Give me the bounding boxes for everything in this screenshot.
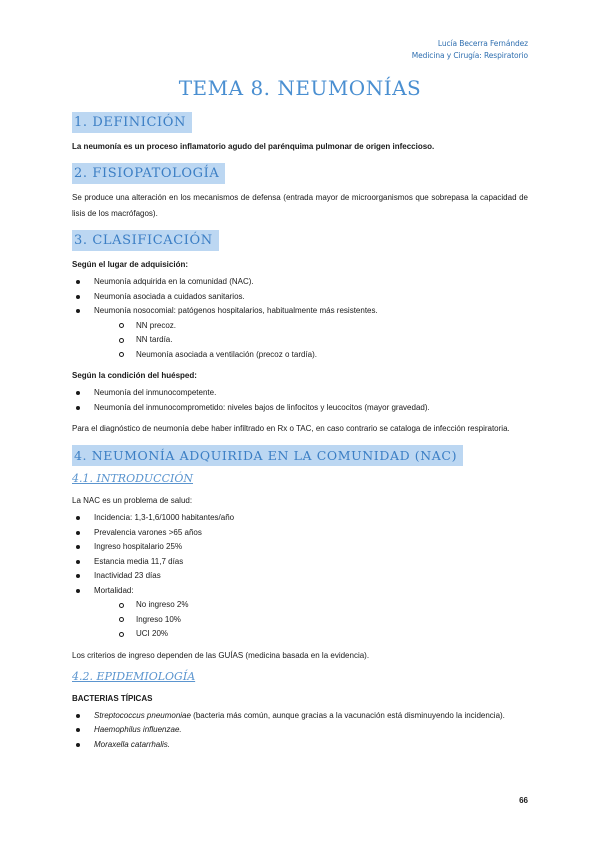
- list-item: Incidencia: 1,3-1,6/1000 habitantes/año: [72, 511, 528, 526]
- bullet-icon: [76, 406, 80, 410]
- bullet-icon: [76, 560, 80, 564]
- nac-stats-list: [72, 511, 528, 642]
- list-item: UCI 20%: [94, 627, 528, 642]
- list-item: Mortalidad: No ingreso 2% Ingreso 10% UCI 20%: [72, 584, 528, 642]
- section-nac: [72, 445, 528, 752]
- bullet-icon: [76, 531, 80, 535]
- criterios-note: Los criterios de ingreso dependen de las GUÍAS (medicina basada en la evidencia).: [72, 650, 370, 660]
- page-title: TEMA 8. NEUMONÍAS: [178, 76, 422, 100]
- bullet-icon: [76, 743, 80, 747]
- definicion-text: La neumonía es un proceso inflamatorio agudo del parénquima pulmonar de origen infeccioso.: [72, 142, 435, 151]
- bullet-icon: [76, 295, 80, 299]
- list-item: Ingreso hospitalario 25%: [72, 540, 528, 555]
- section-heading-definicion: 1. DEFINICIÓN: [72, 112, 192, 133]
- list-item: Neumonía nosocomial: patógenos hospitalarios, habitualmente más resistentes. NN precoz. NN tardía. Neumonía asociada a ventilación (precoz o tardía).: [72, 304, 528, 362]
- list-item: Prevalencia varones >65 años: [72, 526, 528, 541]
- nosocomial-sublist: [94, 319, 528, 363]
- list-item: [72, 723, 528, 738]
- list-item: Neumonía asociada a cuidados sanitarios.: [72, 290, 528, 305]
- list-item: Neumonía del inmunocomprometido: niveles bajos de linfocitos y leucocitos (mayor gravedad).: [72, 401, 528, 416]
- section-fisiopatologia: [72, 163, 528, 222]
- diagnostico-note: Para el diagnóstico de neumonía debe haber infiltrado en Rx o TAC, en caso contrario se cataloga de infección respiratoria.: [72, 424, 510, 433]
- bullet-icon: [76, 714, 80, 718]
- circle-bullet-icon: [119, 338, 124, 343]
- lugar-label: Según el lugar de adquisición:: [72, 260, 189, 269]
- fisiopatologia-text: Se produce una alteración en los mecanismos de defensa (entrada mayor de microorganismos que sobrepasa la capacidad de lisis de los macrófagos).: [72, 193, 528, 218]
- bacteria-name: Haemophilus influenzae.: [94, 725, 182, 734]
- circle-bullet-icon: [119, 603, 124, 608]
- bullet-icon: [76, 728, 80, 732]
- section-heading-fisiopatologia: 2. FISIOPATOLOGÍA: [72, 163, 225, 184]
- list-item: Neumonía adquirida en la comunidad (NAC).: [72, 275, 528, 290]
- huesped-list: [72, 386, 528, 415]
- list-item: Streptococcus pneumoniae (bacteria más común, aunque gracias a la vacunación está disminuyendo la incidencia).: [72, 709, 528, 724]
- circle-bullet-icon: [119, 352, 124, 357]
- bacterias-list: [72, 709, 528, 753]
- document-body: [72, 112, 528, 752]
- bullet-icon: [76, 309, 80, 313]
- list-item: No ingreso 2%: [94, 598, 528, 613]
- bullet-icon: [76, 516, 80, 520]
- section-definicion: [72, 112, 528, 155]
- bullet-icon: [76, 391, 80, 395]
- list-item: NN precoz.: [94, 319, 528, 334]
- bullet-icon: [76, 545, 80, 549]
- page-number: 66: [519, 796, 528, 805]
- list-item: Inactividad 23 días: [72, 569, 528, 584]
- list-item: Neumonía del inmunocompetente.: [72, 386, 528, 401]
- bacteria-name: Streptococcus pneumoniae: [94, 710, 191, 720]
- list-item: Estancia media 11,7 días: [72, 555, 528, 570]
- bullet-icon: [76, 589, 80, 593]
- bacterias-label: BACTERIAS TÍPICAS: [72, 693, 153, 703]
- lugar-list: [72, 275, 528, 362]
- bullet-icon: [76, 280, 80, 284]
- bullet-icon: [76, 574, 80, 578]
- huesped-label: Según la condición del huésped:: [72, 371, 197, 380]
- list-item: Ingreso 10%: [94, 613, 528, 628]
- nac-lead: La NAC es un problema de salud:: [72, 496, 193, 505]
- header-author: Lucía Becerra Fernández: [437, 39, 528, 48]
- section-clasificacion: [72, 230, 528, 437]
- subheading-introduccion: 4.1. INTRODUCCIÓN: [72, 472, 194, 485]
- section-heading-clasificacion: 3. CLASIFICACIÓN: [72, 230, 219, 251]
- bacteria-name: Moraxella catarrhalis.: [94, 739, 171, 749]
- circle-bullet-icon: [119, 617, 124, 622]
- list-item: NN tardía.: [94, 333, 528, 348]
- section-heading-nac: 4. NEUMONÍA ADQUIRIDA EN LA COMUNIDAD (NAC): [72, 445, 463, 466]
- list-item: Neumonía asociada a ventilación (precoz o tardía).: [94, 348, 528, 363]
- header-course: Medicina y Cirugía: Respiratorio: [411, 51, 528, 60]
- circle-bullet-icon: [119, 323, 124, 328]
- mortalidad-sublist: [94, 598, 528, 642]
- circle-bullet-icon: [119, 632, 124, 637]
- subheading-epidemiologia: 4.2. EPIDEMIOLOGÍA: [72, 669, 196, 683]
- page-header: [412, 38, 528, 62]
- list-item: [72, 738, 528, 753]
